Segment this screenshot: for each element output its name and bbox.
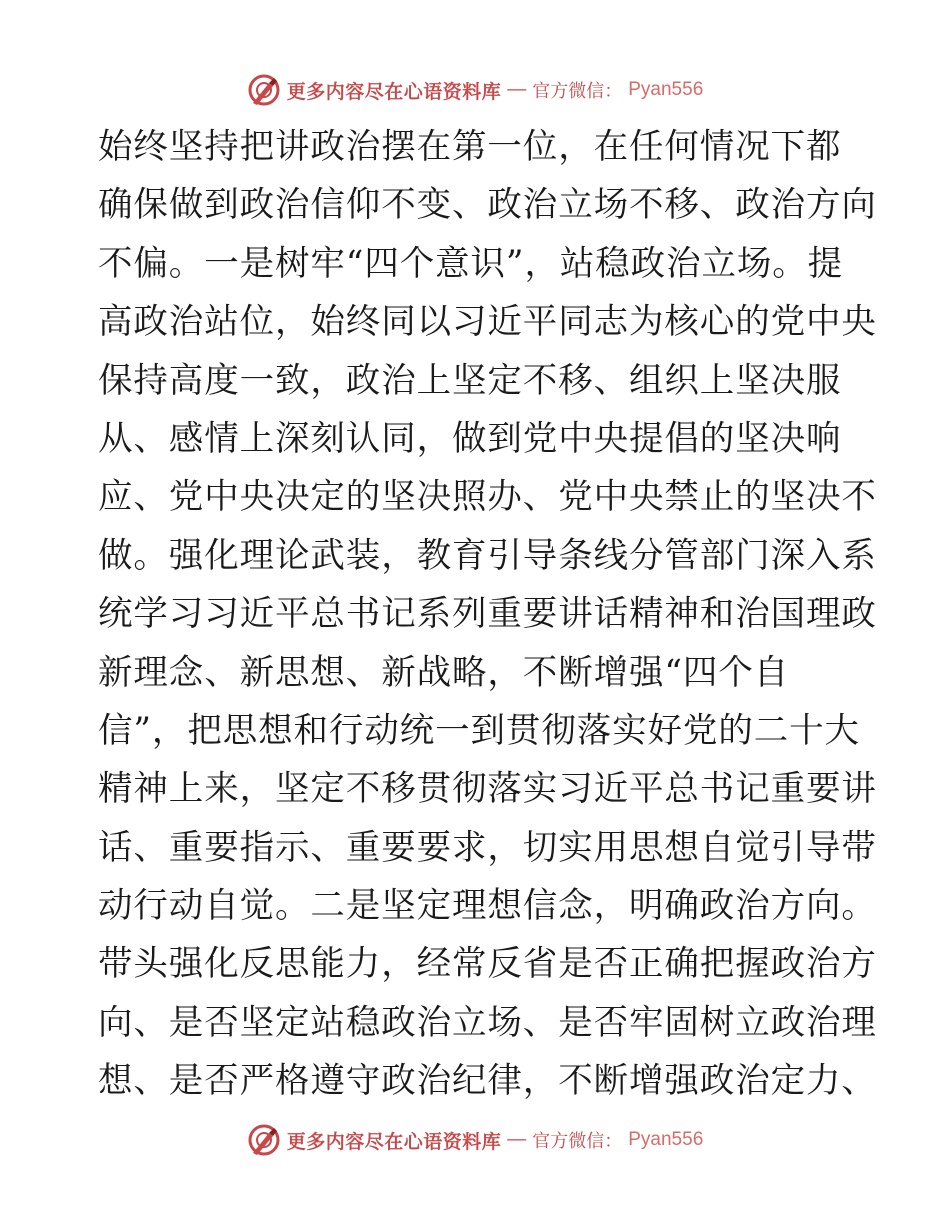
banner-dash: — <box>507 79 527 100</box>
body-line-2: 确保做到政治信仰不变、政治立场不移、政治方向 <box>98 185 877 226</box>
banner-official-wechat-label: 官方微信： <box>532 81 623 102</box>
banner-wechat-handle: Pyan556 <box>628 79 704 100</box>
body-line-13: 话、重要指示、重要要求，切实用思想自觉引导带 <box>98 827 877 868</box>
body-line-17: 想、是否严格遵守政治纪律，不断增强政治定力、 <box>98 1061 877 1102</box>
pen-logo-icon <box>247 73 281 107</box>
body-line-1: 始终坚持把讲政治摆在第一位，在任何情况下都 <box>98 127 842 167</box>
banner-dash: — <box>507 1129 527 1150</box>
body-line-6: 从、感情上深刻认同，做到党中央提倡的坚决响 <box>98 418 842 459</box>
body-line-11: 信”，把思想和行动统一到贯彻落实好党的二十大 <box>98 710 860 751</box>
body-line-14: 动行动自觉。二是坚定理想信念，明确政治方向。 <box>98 886 877 927</box>
body-line-10: 新理念、新思想、新战略，不断增强“四个自 <box>98 652 790 693</box>
body-line-4: 高政治站位，始终同以习近平同志为核心的党中央 <box>98 302 877 343</box>
body-line-3: 不偏。一是树牢“四个意识”，站稳政治立场。提 <box>98 243 844 284</box>
banner-main-text: 更多内容尽在心语资料库 <box>286 1130 502 1153</box>
banner-main-text: 更多内容尽在心语资料库 <box>286 80 502 103</box>
pen-logo-icon <box>247 1123 281 1157</box>
body-line-8: 做。强化理论武装，教育引导条线分管部门深入系 <box>98 535 877 576</box>
body-line-15: 带头强化反思能力，经常反省是否正确把握政治方 <box>98 944 877 985</box>
banner-wechat-handle: Pyan556 <box>628 1129 704 1150</box>
footer-banner <box>0 1120 950 1160</box>
body-line-7: 应、党中央决定的坚决照办、党中央禁止的坚决不 <box>98 477 877 518</box>
header-banner <box>0 70 950 110</box>
body-line-5: 保持高度一致，政治上坚定不移、组织上坚决服 <box>98 360 842 401</box>
body-line-12: 精神上来，坚定不移贯彻落实习近平总书记重要讲 <box>98 769 877 810</box>
body-line-9: 统学习习近平总书记系列重要讲话精神和治国理政 <box>98 594 877 635</box>
document-body <box>98 125 877 1118</box>
body-line-16: 向、是否坚定站稳政治立场、是否牢固树立政治理 <box>98 1002 877 1043</box>
banner-official-wechat-label: 官方微信： <box>532 1131 623 1152</box>
